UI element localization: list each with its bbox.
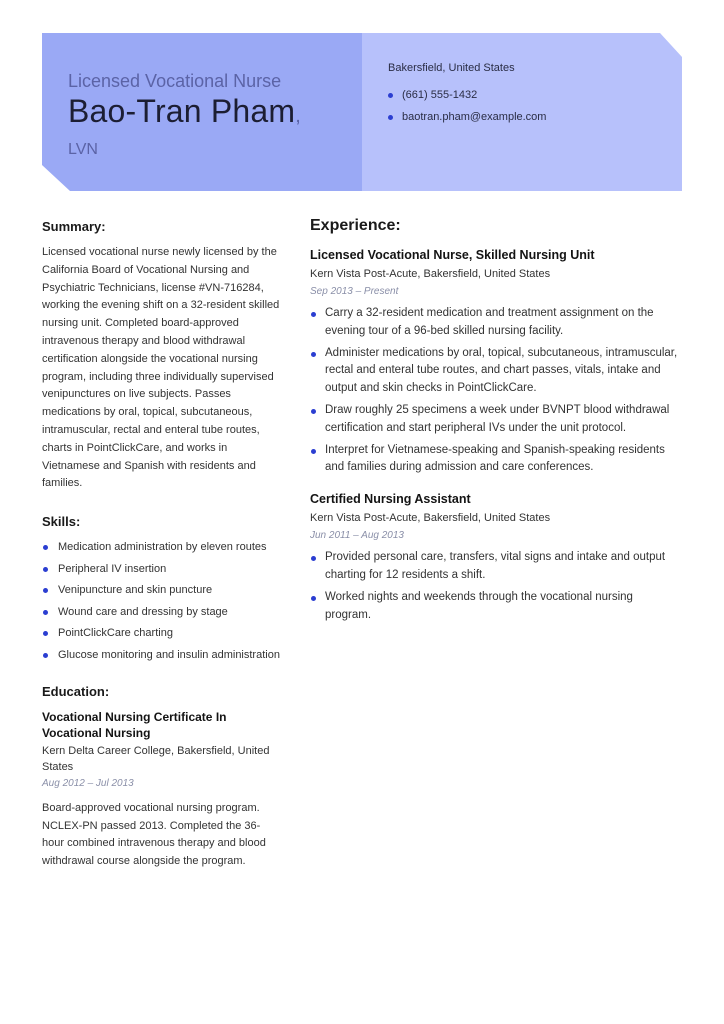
job-bullet: [310, 442, 682, 478]
job-bullet: [310, 589, 682, 625]
bullet-icon: [43, 545, 48, 550]
bullet-icon: [43, 588, 48, 593]
bullet-icon: [311, 596, 316, 601]
bullet-icon: [311, 352, 316, 357]
job-bullet: [310, 305, 682, 341]
skill-item: [42, 625, 282, 642]
job-bullets: [310, 549, 682, 624]
skill-text: PointClickCare charting: [58, 627, 173, 640]
phone-item: [388, 88, 546, 102]
bullet-icon: [43, 631, 48, 636]
bullet-icon: [43, 653, 48, 658]
job-bullet: [310, 402, 682, 438]
bullet-text: Draw roughly 25 specimens a week under BVNPT blood withdrawal certification and start peripheral IVs under the unit protocol.: [325, 403, 670, 434]
resume-header: [42, 33, 682, 191]
job-bullets: [310, 305, 682, 477]
skill-item: [42, 561, 282, 578]
skill-item: [42, 582, 282, 599]
skill-item: [42, 647, 282, 664]
name-comma: ,: [295, 105, 302, 127]
bullet-text: Worked nights and weekends through the vocational nursing program.: [325, 590, 633, 621]
skill-text: Peripheral IV insertion: [58, 562, 167, 575]
bullet-icon: [311, 409, 316, 414]
job-dates: Sep 2013 – Present: [310, 286, 399, 297]
job-company: Kern Vista Post-Acute, Bakersfield, United States: [310, 268, 551, 280]
phone: (661) 555-1432: [402, 89, 478, 101]
job-title: Licensed Vocational Nurse: [68, 71, 282, 91]
skills-heading: Skills:: [42, 514, 81, 530]
job-company: Kern Vista Post-Acute, Bakersfield, United States: [310, 512, 551, 525]
summary-text: Licensed vocational nurse newly licensed by the California Board of Vocational Nursing and Psychiatric Technicians, license #VN-716284, working the evening shift on a 32-resident skilled nursing unit. Completed board-approved intravenous therapy and blood withdrawal certification alongside the vocational nursing program, including three individually supervised venipunctures on live subjects. Passes medications by oral, topical, subcutaneous, intramuscular, rectal and enteral tube routes, charts in PointClickCare, and works in Vietnamese and Spanish with residents and families.: [42, 246, 280, 490]
job-role: Licensed Vocational Nurse, Skilled Nursing Unit: [310, 248, 595, 262]
school-name: Kern Delta Career College, Bakersfield, United States: [42, 745, 270, 774]
bullet-icon: [43, 567, 48, 572]
email-item: [388, 110, 546, 124]
right-column: [310, 217, 682, 638]
job-dates: Jun 2011 – Aug 2013: [310, 530, 404, 542]
bullet-icon: [388, 93, 393, 98]
skill-item: [42, 539, 282, 556]
skill-text: Medication administration by eleven routes: [58, 541, 267, 554]
job-entry: [310, 491, 682, 624]
skills-list: [42, 539, 282, 663]
bullet-text: Administer medications by oral, topical, subcutaneous, intramuscular, rectal and enteral tube routes, and chart passes, vitals, intake and output and skin checks in PointClickCare.: [325, 346, 678, 395]
bullet-icon: [388, 115, 393, 120]
name-text: Bao-Tran Pham: [68, 93, 296, 129]
bullet-icon: [311, 449, 316, 454]
summary-heading: Summary:: [42, 219, 106, 234]
education-heading: Education:: [42, 684, 110, 700]
education-dates: Aug 2012 – Jul 2013: [42, 778, 134, 790]
job-entry: [310, 247, 682, 477]
email: baotran.pham@example.com: [402, 111, 547, 123]
job-role: Certified Nursing Assistant: [310, 492, 471, 507]
skill-text: Wound care and dressing by stage: [58, 605, 228, 618]
left-column: [42, 219, 282, 871]
full-name: [68, 93, 301, 130]
bullet-text: Provided personal care, transfers, vital signs and intake and output charting for 12 residents a shift.: [325, 551, 666, 581]
job-bullet: [310, 345, 682, 398]
skill-text: Glucose monitoring and insulin administration: [58, 648, 280, 661]
degree-title: Vocational Nursing Certificate In Vocational Nursing: [42, 710, 227, 741]
bullet-icon: [43, 610, 48, 615]
skill-item: [42, 604, 282, 621]
contact-list: [388, 88, 546, 132]
bullet-icon: [311, 312, 316, 317]
education-description: Board-approved vocational nursing program. NCLEX-PN passed 2013. Completed the 36-hour combined intravenous therapy and blood withdrawal course alongside the program.: [42, 802, 266, 867]
bullet-icon: [311, 556, 316, 561]
experience-heading: Experience:: [310, 217, 401, 234]
bullet-text: Carry a 32-resident medication and treatment assignment on the evening tour of a 96-bed skilled nursing facility.: [325, 307, 654, 337]
location: Bakersfield, United States: [388, 62, 515, 74]
skill-text: Venipuncture and skin puncture: [58, 584, 213, 597]
job-bullet: [310, 549, 682, 585]
bullet-text: Interpret for Vietnamese-speaking and Spanish-speaking residents and families during admission and care conferences.: [325, 443, 665, 474]
credential: LVN: [68, 141, 98, 158]
